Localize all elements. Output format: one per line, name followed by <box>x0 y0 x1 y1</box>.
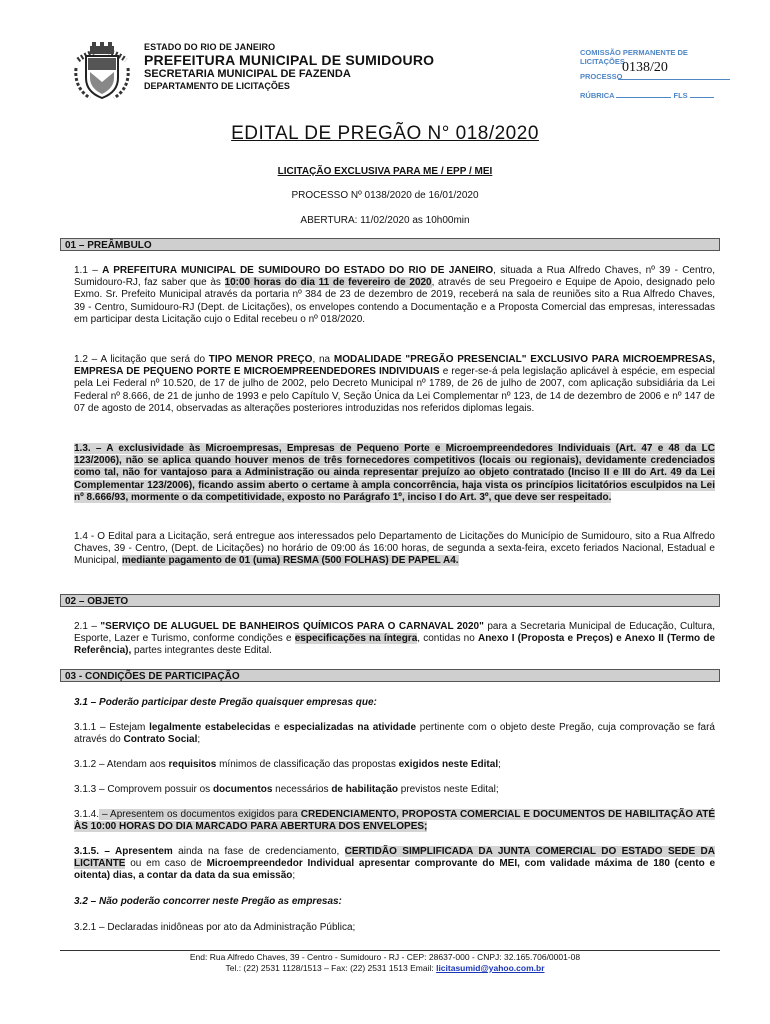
p315-f: ; <box>292 870 296 882</box>
p12-b: TIPO MENOR PREÇO <box>208 354 313 365</box>
opening-date-line: ABERTURA: 11/02/2020 as 10h00min <box>300 215 470 226</box>
processo-number: 0138/20 <box>622 59 668 75</box>
coat-of-arms-icon <box>70 38 134 102</box>
paragraph-1-1 <box>74 265 715 326</box>
p21-e: , contidas no <box>417 633 478 645</box>
paragraph-3-1-3 <box>74 784 715 796</box>
p21-f: Anexo I (Proposta e Preços) e Anexo II (Termo de Referência), <box>74 633 716 657</box>
p21-g: partes integrantes deste Edital. <box>131 645 272 657</box>
p11-d: 10:00 horas do dia 11 de fevereiro de 2020 <box>224 277 432 289</box>
p315-c: CERTIDÃO SIMPLIFICADA DA JUNTA COMERCIAL DO ESTADO SEDE DA LICITANTE <box>74 846 715 870</box>
p21-a: 2.1 – <box>74 621 101 632</box>
rubrica-label: RÚBRICA <box>580 90 615 100</box>
paragraph-3-2 <box>74 896 715 908</box>
paragraph-3-1 <box>74 697 715 709</box>
p312-a: 3.1.2 – Atendam aos <box>74 759 169 770</box>
section-heading-condicoes: 03 - CONDIÇÕES DE PARTICIPAÇÃO <box>60 669 720 682</box>
p11-e: , através de seu Pregoeiro e Equipe de Apoio, designado pelo Exmo. Sr. Prefeito Municipal através da portaria nº 384 de 23 de dezembro de 2019, receberá na sala de reuniões sito a Rua Alfredo Chaves, 39 - Centro, Sumidouro-RJ (Dept. de Licitações), os envelopes contendo a Documentação e a Proposta Comercial das empresas, interessadas em participar desta Licitação cujo o Edital recebeu o nº 018/2020. <box>74 277 715 325</box>
p312-c: mínimos de classificação das propostas <box>216 759 399 770</box>
commission-title: COMISSÃO PERMANENTE DE LICITAÇÕES <box>580 48 688 67</box>
prefeitura-name: PREFEITURA MUNICIPAL DE SUMIDOURO <box>144 52 435 69</box>
paragraph-3-1-4 <box>74 809 715 833</box>
paragraph-2-1 <box>74 621 715 658</box>
p313-a: 3.1.3 – Comprovem possuir os <box>74 784 213 795</box>
p21-c: para a Secretaria Municipal de Educação, Cultura, Esporte, Lazer e Turismo, conforme condições e <box>74 621 715 645</box>
fls-label: FLS <box>673 90 688 100</box>
p14-a: 1.4 - O Edital para a Licitação, será entregue aos interessados pelo Departamento de Licitações do Município de Sumidouro, sito a Rua Alfredo Chaves, 39 - Centro, (Dept. de Licitações) no horário de 09:00 ás 16:00 horas, de segunda a sexta-feira, exceto feriados Nacional, Estadual e Municipal, <box>74 531 715 567</box>
p13-a: 1.3. – A exclusividade às Microempresas, Empresas de Pequeno Porte e Microempreendedores Individuais (Art. 47 e 48 da LC 123/2006), não se aplica quando houver menos de três fornecedores competitivos (locais ou regionais), devidamente credenciados como tal, não for vantajoso para a Administração ou ainda representar prejuízo ao objeto contratado (Inciso II e III do Art. 49 da Lei Complementar 123/2006), ficando assim aberto o certame à ampla concorrência, haja vista os princípios licitatórios esculpidos na Lei nº 8.666/93, mormente o da competitividade, exposto no Parágrafo 1º, inciso I do Art. 3º, que deve ser respeitado. <box>74 443 715 503</box>
document-title: EDITAL DE PREGÃO N° 018/2020 <box>231 123 539 144</box>
p313-d: de habilitação <box>331 784 399 795</box>
paragraph-3-1-5 <box>74 846 715 883</box>
p311-f: Contrato Social <box>123 734 198 746</box>
p12-c: , na <box>312 354 334 365</box>
p31-a: 3.1 – Poderão participar deste Pregão quaisquer empresas que: <box>74 697 377 708</box>
letterhead <box>144 42 434 91</box>
processo-label: PROCESSO <box>580 71 623 81</box>
p12-e: e reger-se-á pela legislação aplicável à espécie, em especial pela Lei Federal nº 10.520, de 17 de julho de 2002, pelo Decreto Municipal nº 1789, de 26 de julho de 2007, com aplicação subsidiária da Lei Federal nº 8.666, de 21 de junho de 1993 e pelo Capítulo V, Seção Única da Lei Complementar nº 123, de 14 de dezembro de 2006 e nº 147 de 07 de agosto de 2014, observadas as alterações posteriores introduzidas nos referidos diplomas legais. <box>74 366 715 414</box>
p313-e: previstos neste Edital; <box>398 784 499 795</box>
section-heading-preambulo: 01 – PREÂMBULO <box>60 238 720 251</box>
p11-a: 1.1 – <box>74 265 103 276</box>
p312-e: ; <box>498 759 501 770</box>
section-heading-objeto: 02 – OBJETO <box>60 594 720 607</box>
p312-b: requisitos <box>168 759 217 770</box>
p311-g: ; <box>197 734 201 746</box>
p12-d: MODALIDADE "PREGÃO PRESENCIAL" EXCLUSIVO PARA MICROEMPRESAS, EMPRESA DE PEQUENO PORTE E MICROEMPREENDEDORES INDIVIDUAIS <box>74 354 715 378</box>
p321-a: 3.2.1 – Declaradas inidôneas por ato da Administração Pública; <box>74 922 356 933</box>
p21-b: "SERVIÇO DE ALUGUEL DE BANHEIROS QUÍMICOS PARA O CARNAVAL 2020" <box>100 621 484 632</box>
paragraph-3-1-1 <box>74 722 715 746</box>
exclusive-notice: LICITAÇÃO EXCLUSIVA PARA ME / EPP / MEI <box>277 166 493 177</box>
state-name: ESTADO DO RIO DE JANEIRO <box>144 42 276 52</box>
paragraph-3-1-2 <box>74 759 715 771</box>
footer-contact <box>0 963 770 974</box>
p315-b: ainda na fase de credenciamento, <box>172 846 345 857</box>
p21-d: especificações na íntegra <box>294 633 418 645</box>
p315-a: 3.1.5. – Apresentem <box>74 846 173 857</box>
paragraph-3-2-1 <box>74 922 715 934</box>
paragraph-1-4 <box>74 531 715 568</box>
p311-c: e <box>270 722 284 733</box>
process-number-line: PROCESSO Nº 0138/2020 de 16/01/2020 <box>291 190 479 201</box>
p312-d: exigidos neste Edital <box>398 759 499 770</box>
p311-d: especializadas na atividade <box>283 722 417 733</box>
rubrica-row <box>580 91 730 100</box>
paragraph-1-3 <box>74 443 715 504</box>
p311-b: legalmente estabelecidas <box>149 722 271 733</box>
commission-stamp <box>580 48 730 100</box>
paragraph-1-2 <box>74 354 715 415</box>
p315-e: Microempreendedor Individual apresentar comprovante do MEI, com validade máxima de 180 (cento e oitenta) dias, a contar da data da sua emissão <box>74 858 716 882</box>
p11-b: A PREFEITURA MUNICIPAL DE SUMIDOURO DO ESTADO DO RIO DE JANEIRO <box>102 265 494 276</box>
footer-address: End: Rua Alfredo Chaves, 39 - Centro - Sumidouro - RJ - CEP: 28637-000 - CNPJ: 32.165.706/0001-08 <box>189 952 581 962</box>
footer-email-link[interactable]: licitasumid@yahoo.com.br <box>436 963 545 973</box>
p313-b: documentos <box>212 784 273 795</box>
p313-c: necessários <box>272 784 332 795</box>
rubrica-underline <box>616 91 671 98</box>
p311-e: pertinente com o objeto deste Pregão, cuja comprovação se fará através do <box>74 722 715 746</box>
p32-a: 3.2 – Não poderão concorrer neste Pregão as empresas: <box>74 896 342 907</box>
processo-underline <box>618 79 730 80</box>
p14-b: mediante pagamento de 01 (uma) RESMA (500 FOLHAS) DE PAPEL A4. <box>121 555 459 567</box>
footer-divider <box>60 950 720 951</box>
p11-c: , situada a Rua Alfredo Chaves, nº 39 - Centro, Sumidouro-RJ, faz saber que às <box>74 265 715 289</box>
p314-c: CREDENCIAMENTO, PROPOSTA COMERCIAL E DOCUMENTOS DE HABILITAÇÃO ATÉ ÀS 10:00 HORAS DO DIA MARCADO PARA ABERTURA DOS ENVELOPES; <box>74 809 715 833</box>
secretaria-name: SECRETARIA MUNICIPAL DE FAZENDA <box>144 68 351 81</box>
fls-underline <box>690 91 714 98</box>
p315-d: ou em caso de <box>125 858 207 870</box>
processo-row <box>580 59 730 81</box>
p314-a: 3.1.4. <box>74 809 100 820</box>
footer-phone: Tel.: (22) 2531 1128/1513 – Fax: (22) 2531 1513 Email: <box>225 963 437 973</box>
p12-a: 1.2 – A licitação que será do <box>74 354 209 365</box>
departamento-name: DEPARTAMENTO DE LICITAÇÕES <box>144 81 290 92</box>
p314-b: – Apresentem os documentos exigidos para <box>99 809 301 820</box>
p311-a: 3.1.1 – Estejam <box>74 722 150 733</box>
